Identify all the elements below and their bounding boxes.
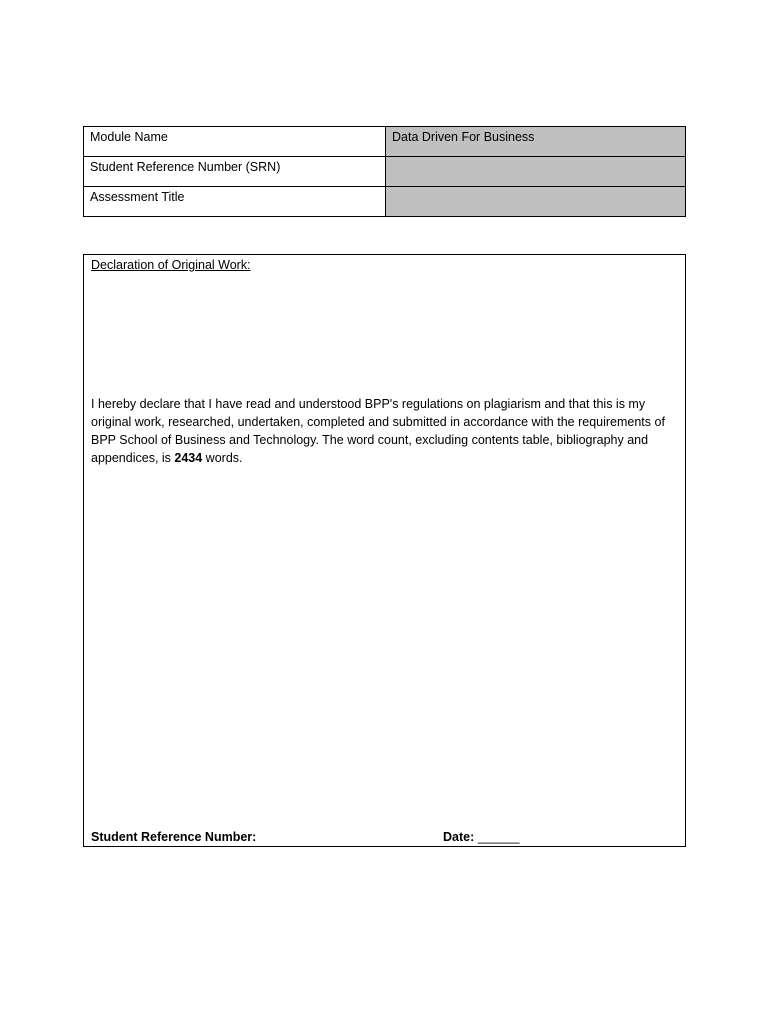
module-name-label: Module Name (84, 127, 386, 157)
date-label: Date: (443, 830, 475, 844)
module-name-value[interactable]: Data Driven For Business (386, 127, 686, 157)
word-count: 2434 (174, 451, 203, 465)
table-row (84, 127, 686, 157)
declaration-text-start: I hereby declare that I have read and understood BPP's regulations on plagiarism and that this is my original work, researched, undertaken, completed and submitted in accordance with the requirements of BPP School of Business and Technology. The word count, excluding contents table, bibliography and appendices, is (91, 397, 665, 465)
srn-value[interactable] (386, 157, 686, 187)
table-row (84, 157, 686, 187)
assessment-info-table (83, 126, 686, 217)
footer-date (443, 830, 519, 844)
declaration-heading: Declaration of Original Work: (91, 258, 251, 272)
declaration-text (91, 395, 676, 467)
table-row (84, 187, 686, 217)
srn-label: Student Reference Number (SRN) (84, 157, 386, 187)
declaration-box (83, 254, 686, 847)
assessment-title-value[interactable] (386, 187, 686, 217)
date-blank[interactable]: ______ (477, 830, 520, 844)
assessment-title-label: Assessment Title (84, 187, 386, 217)
footer-srn-label: Student Reference Number: (91, 830, 257, 844)
declaration-text-end: words. (202, 451, 243, 465)
